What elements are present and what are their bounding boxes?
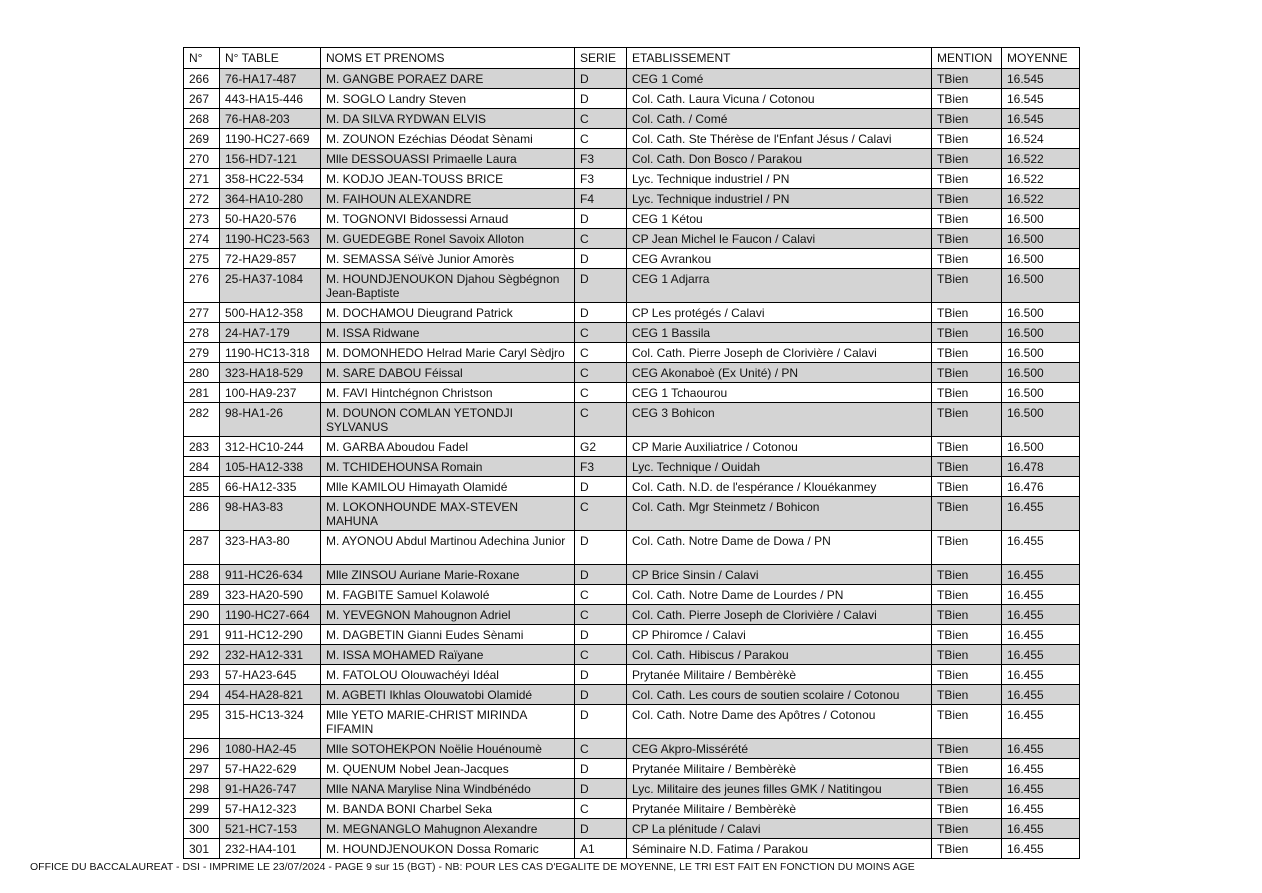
table-row bbox=[184, 303, 1080, 323]
cell-etablissement: CP Phiromce / Calavi bbox=[627, 625, 932, 645]
cell-serie: D bbox=[575, 269, 627, 303]
cell-etablissement: Col. Cath. N.D. de l'espérance / Klouékanmey bbox=[627, 477, 932, 497]
cell-etablissement: CEG Akpro-Missérété bbox=[627, 739, 932, 759]
table-row bbox=[184, 209, 1080, 229]
cell-numero: 297 bbox=[184, 759, 220, 779]
cell-numero: 274 bbox=[184, 229, 220, 249]
cell-serie: F3 bbox=[575, 169, 627, 189]
cell-numero: 273 bbox=[184, 209, 220, 229]
cell-mention: TBien bbox=[932, 759, 1002, 779]
cell-moyenne: 16.500 bbox=[1002, 437, 1080, 457]
cell-numero-table: 1190-HC23-563 bbox=[220, 229, 321, 249]
cell-nom-prenoms: M. DOMONHEDO Helrad Marie Caryl Sèdjro bbox=[321, 343, 575, 363]
cell-etablissement: Lyc. Militaire des jeunes filles GMK / Natitingou bbox=[627, 779, 932, 799]
cell-etablissement: CEG 1 Comé bbox=[627, 69, 932, 89]
cell-nom-prenoms: M. SEMASSA Séïvè Junior Amorès bbox=[321, 249, 575, 269]
cell-etablissement: CP Les protégés / Calavi bbox=[627, 303, 932, 323]
cell-moyenne: 16.455 bbox=[1002, 839, 1080, 859]
cell-moyenne: 16.455 bbox=[1002, 531, 1080, 565]
cell-numero-table: 72-HA29-857 bbox=[220, 249, 321, 269]
cell-numero-table: 454-HA28-821 bbox=[220, 685, 321, 705]
cell-numero-table: 500-HA12-358 bbox=[220, 303, 321, 323]
cell-moyenne: 16.455 bbox=[1002, 759, 1080, 779]
cell-nom-prenoms: M. MEGNANGLO Mahugnon Alexandre bbox=[321, 819, 575, 839]
cell-numero-table: 443-HA15-446 bbox=[220, 89, 321, 109]
cell-nom-prenoms: M. QUENUM Nobel Jean-Jacques bbox=[321, 759, 575, 779]
cell-moyenne: 16.455 bbox=[1002, 605, 1080, 625]
page-footer: OFFICE DU BACCALAUREAT - DSI - IMPRIME LE 23/07/2024 - PAGE 9 sur 15 (BGT) - NB: POUR LES CAS D'EGALITE DE MOYENNE, LE TRI EST FAIT EN FONCTION DU MOINS AGE bbox=[30, 861, 915, 873]
cell-etablissement: Col. Cath. Notre Dame de Lourdes / PN bbox=[627, 585, 932, 605]
table-row bbox=[184, 531, 1080, 565]
cell-mention: TBien bbox=[932, 109, 1002, 129]
header-moyenne: MOYENNE bbox=[1002, 48, 1080, 69]
cell-mention: TBien bbox=[932, 665, 1002, 685]
cell-etablissement: Prytanée Militaire / Bembèrèkè bbox=[627, 759, 932, 779]
cell-numero-table: 911-HC12-290 bbox=[220, 625, 321, 645]
cell-moyenne: 16.545 bbox=[1002, 109, 1080, 129]
cell-nom-prenoms: Mlle KAMILOU Himayath Olamidé bbox=[321, 477, 575, 497]
cell-moyenne: 16.500 bbox=[1002, 343, 1080, 363]
cell-serie: G2 bbox=[575, 437, 627, 457]
cell-numero: 280 bbox=[184, 363, 220, 383]
cell-mention: TBien bbox=[932, 229, 1002, 249]
cell-etablissement: Séminaire N.D. Fatima / Parakou bbox=[627, 839, 932, 859]
cell-mention: TBien bbox=[932, 565, 1002, 585]
cell-serie: D bbox=[575, 665, 627, 685]
table-row bbox=[184, 477, 1080, 497]
cell-mention: TBien bbox=[932, 705, 1002, 739]
cell-serie: D bbox=[575, 249, 627, 269]
cell-mention: TBien bbox=[932, 149, 1002, 169]
cell-numero: 298 bbox=[184, 779, 220, 799]
cell-numero: 299 bbox=[184, 799, 220, 819]
cell-mention: TBien bbox=[932, 323, 1002, 343]
cell-nom-prenoms: M. GANGBE PORAEZ DARE bbox=[321, 69, 575, 89]
cell-etablissement: CEG 1 Tchaourou bbox=[627, 383, 932, 403]
cell-numero-table: 156-HD7-121 bbox=[220, 149, 321, 169]
header-noms-prenoms: NOMS ET PRENOMS bbox=[321, 48, 575, 69]
cell-nom-prenoms: Mlle SOTOHEKPON Noëlie Houénoumè bbox=[321, 739, 575, 759]
cell-numero-table: 76-HA17-487 bbox=[220, 69, 321, 89]
table-row bbox=[184, 759, 1080, 779]
cell-moyenne: 16.500 bbox=[1002, 323, 1080, 343]
cell-numero-table: 100-HA9-237 bbox=[220, 383, 321, 403]
cell-numero: 283 bbox=[184, 437, 220, 457]
cell-numero: 269 bbox=[184, 129, 220, 149]
cell-etablissement: Col. Cath. Pierre Joseph de Clorivière / Calavi bbox=[627, 605, 932, 625]
table-row bbox=[184, 457, 1080, 477]
table-row bbox=[184, 819, 1080, 839]
cell-nom-prenoms: Mlle YETO MARIE-CHRIST MIRINDA FIFAMIN bbox=[321, 705, 575, 739]
cell-mention: TBien bbox=[932, 89, 1002, 109]
cell-etablissement: Lyc. Technique industriel / PN bbox=[627, 169, 932, 189]
header-serie: SERIE bbox=[575, 48, 627, 69]
cell-numero-table: 66-HA12-335 bbox=[220, 477, 321, 497]
cell-numero: 266 bbox=[184, 69, 220, 89]
cell-moyenne: 16.500 bbox=[1002, 209, 1080, 229]
table-row bbox=[184, 343, 1080, 363]
cell-mention: TBien bbox=[932, 457, 1002, 477]
cell-nom-prenoms: M. DAGBETIN Gianni Eudes Sènami bbox=[321, 625, 575, 645]
cell-moyenne: 16.455 bbox=[1002, 645, 1080, 665]
cell-numero: 295 bbox=[184, 705, 220, 739]
cell-serie: C bbox=[575, 605, 627, 625]
cell-nom-prenoms: M. FAGBITE Samuel Kolawolé bbox=[321, 585, 575, 605]
cell-mention: TBien bbox=[932, 189, 1002, 209]
cell-mention: TBien bbox=[932, 343, 1002, 363]
cell-etablissement: CEG 1 Bassila bbox=[627, 323, 932, 343]
table-row bbox=[184, 739, 1080, 759]
cell-numero: 279 bbox=[184, 343, 220, 363]
cell-numero: 272 bbox=[184, 189, 220, 209]
table-row bbox=[184, 779, 1080, 799]
cell-serie: D bbox=[575, 625, 627, 645]
cell-serie: C bbox=[575, 799, 627, 819]
cell-numero-table: 323-HA18-529 bbox=[220, 363, 321, 383]
cell-serie: D bbox=[575, 565, 627, 585]
cell-serie: D bbox=[575, 303, 627, 323]
cell-moyenne: 16.455 bbox=[1002, 585, 1080, 605]
cell-moyenne: 16.522 bbox=[1002, 169, 1080, 189]
cell-numero: 290 bbox=[184, 605, 220, 625]
table-row bbox=[184, 565, 1080, 585]
cell-serie: D bbox=[575, 69, 627, 89]
cell-moyenne: 16.500 bbox=[1002, 249, 1080, 269]
cell-moyenne: 16.545 bbox=[1002, 89, 1080, 109]
cell-mention: TBien bbox=[932, 625, 1002, 645]
cell-moyenne: 16.545 bbox=[1002, 69, 1080, 89]
cell-nom-prenoms: M. DOCHAMOU Dieugrand Patrick bbox=[321, 303, 575, 323]
cell-serie: C bbox=[575, 739, 627, 759]
cell-moyenne: 16.455 bbox=[1002, 799, 1080, 819]
cell-numero: 288 bbox=[184, 565, 220, 585]
cell-moyenne: 16.500 bbox=[1002, 363, 1080, 383]
cell-etablissement: Col. Cath. Les cours de soutien scolaire / Cotonou bbox=[627, 685, 932, 705]
cell-etablissement: Col. Cath. Hibiscus / Parakou bbox=[627, 645, 932, 665]
header-mention: MENTION bbox=[932, 48, 1002, 69]
cell-serie: D bbox=[575, 759, 627, 779]
cell-nom-prenoms: M. SOGLO Landry Steven bbox=[321, 89, 575, 109]
cell-numero: 285 bbox=[184, 477, 220, 497]
cell-serie: C bbox=[575, 363, 627, 383]
cell-mention: TBien bbox=[932, 269, 1002, 303]
header-etablissement: ETABLISSEMENT bbox=[627, 48, 932, 69]
cell-numero: 291 bbox=[184, 625, 220, 645]
cell-numero-table: 91-HA26-747 bbox=[220, 779, 321, 799]
cell-nom-prenoms: M. DA SILVA RYDWAN ELVIS bbox=[321, 109, 575, 129]
cell-nom-prenoms: M. GUEDEGBE Ronel Savoix Alloton bbox=[321, 229, 575, 249]
table-body bbox=[184, 69, 1080, 859]
table-row bbox=[184, 383, 1080, 403]
cell-mention: TBien bbox=[932, 403, 1002, 437]
cell-moyenne: 16.455 bbox=[1002, 779, 1080, 799]
cell-nom-prenoms: M. ZOUNON Ezéchias Déodat Sènami bbox=[321, 129, 575, 149]
cell-etablissement: Prytanée Militaire / Bembèrèkè bbox=[627, 665, 932, 685]
cell-numero: 268 bbox=[184, 109, 220, 129]
cell-serie: A1 bbox=[575, 839, 627, 859]
cell-moyenne: 16.478 bbox=[1002, 457, 1080, 477]
cell-serie: D bbox=[575, 89, 627, 109]
cell-numero: 286 bbox=[184, 497, 220, 531]
cell-numero: 281 bbox=[184, 383, 220, 403]
cell-serie: D bbox=[575, 705, 627, 739]
cell-numero: 267 bbox=[184, 89, 220, 109]
cell-serie: F3 bbox=[575, 149, 627, 169]
cell-mention: TBien bbox=[932, 585, 1002, 605]
cell-numero-table: 911-HC26-634 bbox=[220, 565, 321, 585]
cell-numero-table: 315-HC13-324 bbox=[220, 705, 321, 739]
cell-nom-prenoms: M. AYONOU Abdul Martinou Adechina Junior bbox=[321, 531, 575, 565]
table-row bbox=[184, 269, 1080, 303]
cell-mention: TBien bbox=[932, 605, 1002, 625]
cell-serie: C bbox=[575, 497, 627, 531]
table-row bbox=[184, 799, 1080, 819]
cell-serie: F3 bbox=[575, 457, 627, 477]
table-row bbox=[184, 69, 1080, 89]
cell-mention: TBien bbox=[932, 779, 1002, 799]
cell-moyenne: 16.455 bbox=[1002, 497, 1080, 531]
cell-numero: 292 bbox=[184, 645, 220, 665]
cell-etablissement: CEG Akonaboè (Ex Unité) / PN bbox=[627, 363, 932, 383]
cell-nom-prenoms: M. YEVEGNON Mahougnon Adriel bbox=[321, 605, 575, 625]
cell-mention: TBien bbox=[932, 209, 1002, 229]
cell-mention: TBien bbox=[932, 169, 1002, 189]
cell-moyenne: 16.500 bbox=[1002, 403, 1080, 437]
cell-numero-table: 521-HC7-153 bbox=[220, 819, 321, 839]
cell-serie: C bbox=[575, 645, 627, 665]
cell-mention: TBien bbox=[932, 249, 1002, 269]
cell-etablissement: CEG Avrankou bbox=[627, 249, 932, 269]
cell-mention: TBien bbox=[932, 129, 1002, 149]
results-table bbox=[183, 47, 1080, 859]
cell-numero: 282 bbox=[184, 403, 220, 437]
cell-etablissement: Col. Cath. Notre Dame des Apôtres / Cotonou bbox=[627, 705, 932, 739]
header-numero-table: N° TABLE bbox=[220, 48, 321, 69]
cell-mention: TBien bbox=[932, 69, 1002, 89]
cell-mention: TBien bbox=[932, 303, 1002, 323]
cell-etablissement: Lyc. Technique / Ouidah bbox=[627, 457, 932, 477]
cell-moyenne: 16.455 bbox=[1002, 685, 1080, 705]
cell-numero-table: 25-HA37-1084 bbox=[220, 269, 321, 303]
cell-etablissement: Lyc. Technique industriel / PN bbox=[627, 189, 932, 209]
cell-etablissement: CEG 1 Kétou bbox=[627, 209, 932, 229]
cell-moyenne: 16.522 bbox=[1002, 189, 1080, 209]
cell-nom-prenoms: M. DOUNON COMLAN YETONDJI SYLVANUS bbox=[321, 403, 575, 437]
table-row bbox=[184, 839, 1080, 859]
cell-numero: 277 bbox=[184, 303, 220, 323]
cell-etablissement: Col. Cath. Pierre Joseph de Clorivière / Calavi bbox=[627, 343, 932, 363]
cell-numero-table: 1190-HC13-318 bbox=[220, 343, 321, 363]
cell-numero: 301 bbox=[184, 839, 220, 859]
cell-moyenne: 16.476 bbox=[1002, 477, 1080, 497]
cell-numero: 293 bbox=[184, 665, 220, 685]
table-row bbox=[184, 437, 1080, 457]
cell-mention: TBien bbox=[932, 799, 1002, 819]
cell-nom-prenoms: M. ISSA MOHAMED Raïyane bbox=[321, 645, 575, 665]
cell-nom-prenoms: Mlle DESSOUASSI Primaelle Laura bbox=[321, 149, 575, 169]
cell-serie: F4 bbox=[575, 189, 627, 209]
cell-moyenne: 16.500 bbox=[1002, 269, 1080, 303]
table-row bbox=[184, 149, 1080, 169]
table-row bbox=[184, 363, 1080, 383]
cell-serie: D bbox=[575, 531, 627, 565]
cell-mention: TBien bbox=[932, 531, 1002, 565]
cell-etablissement: Prytanée Militaire / Bembèrèkè bbox=[627, 799, 932, 819]
table-row bbox=[184, 645, 1080, 665]
cell-moyenne: 16.455 bbox=[1002, 565, 1080, 585]
cell-serie: C bbox=[575, 383, 627, 403]
table-row bbox=[184, 625, 1080, 645]
cell-nom-prenoms: M. LOKONHOUNDE MAX-STEVEN MAHUNA bbox=[321, 497, 575, 531]
cell-numero-table: 50-HA20-576 bbox=[220, 209, 321, 229]
table-row bbox=[184, 497, 1080, 531]
cell-nom-prenoms: Mlle NANA Marylise Nina Windbénédo bbox=[321, 779, 575, 799]
cell-etablissement: Col. Cath. Ste Thérèse de l'Enfant Jésus / Calavi bbox=[627, 129, 932, 149]
cell-numero-table: 105-HA12-338 bbox=[220, 457, 321, 477]
cell-numero-table: 323-HA20-590 bbox=[220, 585, 321, 605]
cell-numero: 271 bbox=[184, 169, 220, 189]
cell-etablissement: CP Jean Michel le Faucon / Calavi bbox=[627, 229, 932, 249]
cell-nom-prenoms: M. TCHIDEHOUNSA Romain bbox=[321, 457, 575, 477]
cell-nom-prenoms: M. GARBA Aboudou Fadel bbox=[321, 437, 575, 457]
header-row bbox=[184, 48, 1080, 69]
cell-nom-prenoms: M. TOGNONVI Bidossessi Arnaud bbox=[321, 209, 575, 229]
cell-moyenne: 16.524 bbox=[1002, 129, 1080, 149]
cell-mention: TBien bbox=[932, 839, 1002, 859]
cell-mention: TBien bbox=[932, 477, 1002, 497]
cell-numero-table: 1080-HA2-45 bbox=[220, 739, 321, 759]
cell-numero-table: 98-HA1-26 bbox=[220, 403, 321, 437]
cell-nom-prenoms: M. SARE DABOU Féissal bbox=[321, 363, 575, 383]
header-numero: N° bbox=[184, 48, 220, 69]
cell-moyenne: 16.522 bbox=[1002, 149, 1080, 169]
cell-numero-table: 57-HA22-629 bbox=[220, 759, 321, 779]
cell-serie: D bbox=[575, 779, 627, 799]
cell-moyenne: 16.455 bbox=[1002, 739, 1080, 759]
cell-mention: TBien bbox=[932, 383, 1002, 403]
cell-numero: 275 bbox=[184, 249, 220, 269]
cell-mention: TBien bbox=[932, 739, 1002, 759]
cell-numero: 296 bbox=[184, 739, 220, 759]
cell-nom-prenoms: M. AGBETI Ikhlas Olouwatobi Olamidé bbox=[321, 685, 575, 705]
cell-etablissement: CP Brice Sinsin / Calavi bbox=[627, 565, 932, 585]
cell-numero-table: 232-HA4-101 bbox=[220, 839, 321, 859]
cell-serie: C bbox=[575, 323, 627, 343]
cell-serie: C bbox=[575, 343, 627, 363]
cell-serie: C bbox=[575, 403, 627, 437]
table-row bbox=[184, 189, 1080, 209]
cell-numero: 276 bbox=[184, 269, 220, 303]
cell-numero-table: 364-HA10-280 bbox=[220, 189, 321, 209]
cell-nom-prenoms: M. KODJO JEAN-TOUSS BRICE bbox=[321, 169, 575, 189]
cell-numero-table: 312-HC10-244 bbox=[220, 437, 321, 457]
cell-moyenne: 16.455 bbox=[1002, 819, 1080, 839]
cell-moyenne: 16.500 bbox=[1002, 383, 1080, 403]
cell-nom-prenoms: M. FAIHOUN ALEXANDRE bbox=[321, 189, 575, 209]
cell-etablissement: Col. Cath. Don Bosco / Parakou bbox=[627, 149, 932, 169]
table-row bbox=[184, 323, 1080, 343]
table-row bbox=[184, 129, 1080, 149]
cell-numero-table: 1190-HC27-669 bbox=[220, 129, 321, 149]
table-row bbox=[184, 605, 1080, 625]
cell-numero: 270 bbox=[184, 149, 220, 169]
cell-serie: C bbox=[575, 129, 627, 149]
cell-numero-table: 24-HA7-179 bbox=[220, 323, 321, 343]
cell-etablissement: Col. Cath. Notre Dame de Dowa / PN bbox=[627, 531, 932, 565]
cell-moyenne: 16.455 bbox=[1002, 665, 1080, 685]
table-row bbox=[184, 685, 1080, 705]
cell-numero-table: 98-HA3-83 bbox=[220, 497, 321, 531]
cell-numero: 278 bbox=[184, 323, 220, 343]
table-row bbox=[184, 705, 1080, 739]
cell-serie: D bbox=[575, 477, 627, 497]
cell-nom-prenoms: M. ISSA Ridwane bbox=[321, 323, 575, 343]
table-row bbox=[184, 109, 1080, 129]
table-row bbox=[184, 229, 1080, 249]
cell-serie: C bbox=[575, 229, 627, 249]
cell-mention: TBien bbox=[932, 497, 1002, 531]
cell-serie: D bbox=[575, 209, 627, 229]
cell-nom-prenoms: M. FAVI Hintchégnon Christson bbox=[321, 383, 575, 403]
cell-etablissement: Col. Cath. Mgr Steinmetz / Bohicon bbox=[627, 497, 932, 531]
cell-numero: 294 bbox=[184, 685, 220, 705]
cell-numero-table: 232-HA12-331 bbox=[220, 645, 321, 665]
cell-numero: 287 bbox=[184, 531, 220, 565]
cell-moyenne: 16.500 bbox=[1002, 303, 1080, 323]
cell-etablissement: Col. Cath. Laura Vicuna / Cotonou bbox=[627, 89, 932, 109]
cell-etablissement: CP Marie Auxiliatrice / Cotonou bbox=[627, 437, 932, 457]
cell-etablissement: Col. Cath. / Comé bbox=[627, 109, 932, 129]
cell-mention: TBien bbox=[932, 819, 1002, 839]
cell-numero: 284 bbox=[184, 457, 220, 477]
cell-moyenne: 16.455 bbox=[1002, 705, 1080, 739]
table-row bbox=[184, 89, 1080, 109]
cell-numero-table: 1190-HC27-664 bbox=[220, 605, 321, 625]
cell-etablissement: CEG 1 Adjarra bbox=[627, 269, 932, 303]
cell-mention: TBien bbox=[932, 437, 1002, 457]
cell-numero-table: 358-HC22-534 bbox=[220, 169, 321, 189]
cell-serie: C bbox=[575, 109, 627, 129]
cell-numero-table: 57-HA12-323 bbox=[220, 799, 321, 819]
cell-nom-prenoms: M. BANDA BONI Charbel Seka bbox=[321, 799, 575, 819]
cell-numero: 289 bbox=[184, 585, 220, 605]
cell-nom-prenoms: M. HOUNDJENOUKON Djahou Sègbégnon Jean-Baptiste bbox=[321, 269, 575, 303]
cell-nom-prenoms: M. FATOLOU Olouwachéyi Idéal bbox=[321, 665, 575, 685]
table-row bbox=[184, 665, 1080, 685]
table-row bbox=[184, 169, 1080, 189]
cell-nom-prenoms: M. HOUNDJENOUKON Dossa Romaric bbox=[321, 839, 575, 859]
cell-nom-prenoms: Mlle ZINSOU Auriane Marie-Roxane bbox=[321, 565, 575, 585]
cell-numero-table: 57-HA23-645 bbox=[220, 665, 321, 685]
cell-serie: D bbox=[575, 685, 627, 705]
cell-serie: C bbox=[575, 585, 627, 605]
cell-numero: 300 bbox=[184, 819, 220, 839]
cell-mention: TBien bbox=[932, 685, 1002, 705]
cell-serie: D bbox=[575, 819, 627, 839]
cell-numero-table: 323-HA3-80 bbox=[220, 531, 321, 565]
cell-etablissement: CEG 3 Bohicon bbox=[627, 403, 932, 437]
cell-moyenne: 16.500 bbox=[1002, 229, 1080, 249]
cell-numero-table: 76-HA8-203 bbox=[220, 109, 321, 129]
table-row bbox=[184, 403, 1080, 437]
cell-moyenne: 16.455 bbox=[1002, 625, 1080, 645]
table-row bbox=[184, 249, 1080, 269]
cell-mention: TBien bbox=[932, 363, 1002, 383]
table-row bbox=[184, 585, 1080, 605]
cell-mention: TBien bbox=[932, 645, 1002, 665]
cell-etablissement: CP La plénitude / Calavi bbox=[627, 819, 932, 839]
